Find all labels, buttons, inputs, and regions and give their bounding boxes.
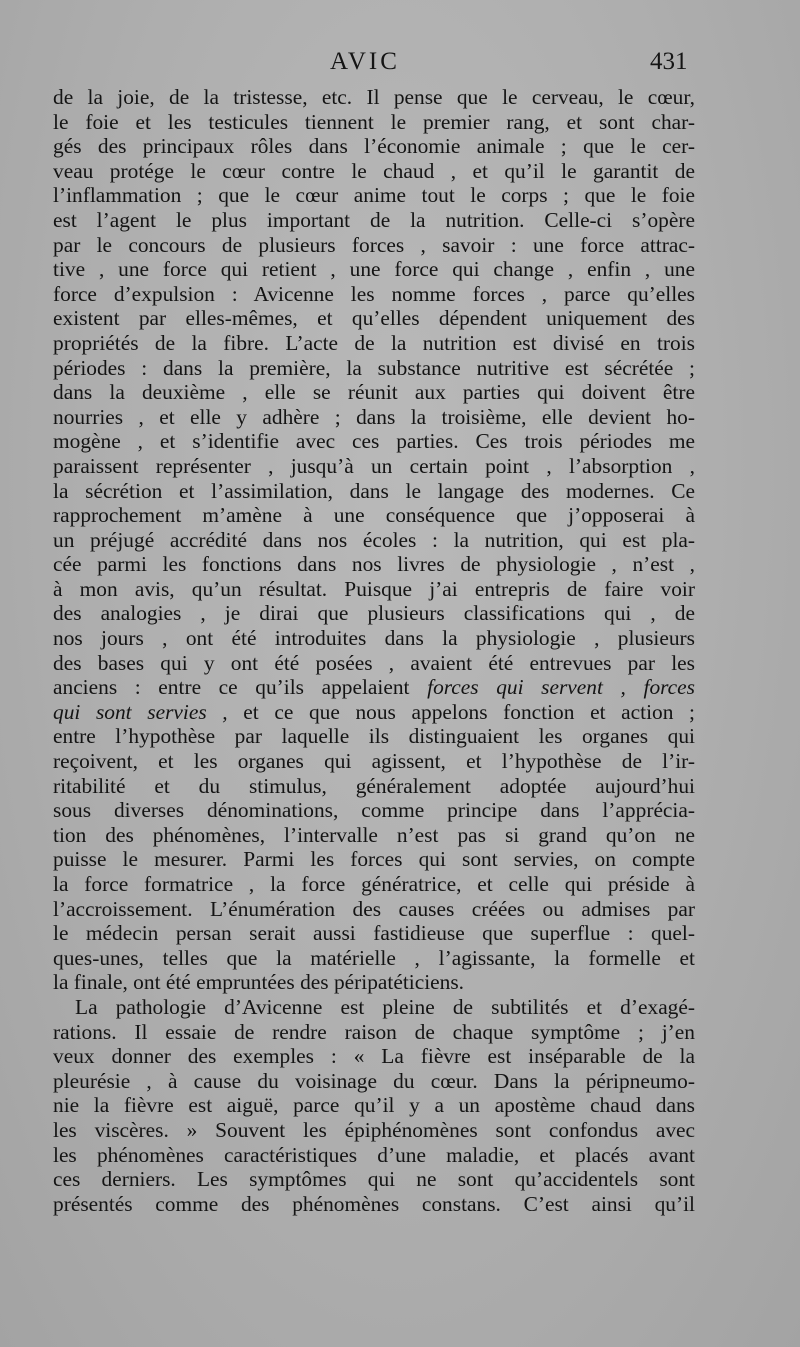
text-line: nourries , et elle y adhère ; dans la troisième, elle devient ho-	[53, 404, 695, 429]
text-line: la finale, ont été empruntées des péripatéticiens.	[53, 970, 465, 995]
text-line: les viscères. » Souvent les épiphénomènes sont confondus avec	[53, 1117, 695, 1142]
italic-phrase: forces qui servent , forces	[427, 675, 695, 700]
text-line: sous diverses dénominations, comme principe dans l’apprécia-	[53, 798, 695, 823]
text-line: paraissent représenter , jusqu’à un certain point , l’absorption ,	[53, 453, 695, 478]
text-line: nie la fièvre est aiguë, parce qu’il y a un apostème chaud dans	[53, 1093, 695, 1118]
text-line: l’inflammation ; que le cœur anime tout le corps ; que le foie	[53, 183, 695, 208]
text-line: des analogies , je dirai que plusieurs classifications qui , de	[53, 601, 695, 626]
text-line: est l’agent le plus important de la nutrition. Celle-ci s’opère	[53, 207, 695, 232]
running-head: AVIC	[330, 48, 400, 75]
text-line: ritabilité et du stimulus, généralement adoptée aujourd’hui	[53, 773, 695, 798]
text-block	[53, 85, 695, 1216]
italic-phrase: qui sont servies ,	[53, 699, 228, 724]
paragraph-nutrition	[53, 85, 695, 995]
text-line: ques-unes, telles que la matérielle , l’agissante, la formelle et	[53, 945, 695, 970]
text-line: le médecin persan serait aussi fastidieuse que superflue : quel-	[53, 921, 695, 946]
text-line: gés des principaux rôles dans l’économie animale ; que le cer-	[53, 134, 695, 159]
text-line: la force formatrice , la force génératrice, et celle qui préside à	[53, 872, 695, 896]
text-segment: et ce que nous appelons fonction et action ;	[243, 699, 695, 724]
text-line: puisse le mesurer. Parmi les forces qui sont servies, on compte	[53, 847, 695, 872]
text-line: tion des phénomènes, l’intervalle n’est pas si grand qu’on ne	[53, 822, 695, 847]
text-line: reçoivent, et les organes qui agissent, et l’hypothèse de l’ir-	[53, 749, 695, 774]
text-segment: anciens : entre ce qu’ils appelaient	[53, 675, 410, 700]
text-line: dans la deuxième , elle se réunit aux parties qui doivent être	[53, 380, 695, 405]
page-header	[0, 44, 800, 84]
page-number: 431	[650, 48, 688, 75]
paragraph-pathology	[53, 995, 695, 1216]
text-line: un préjugé accrédité dans nos écoles : la nutrition, qui est pla-	[53, 527, 695, 552]
text-line: veux donner des exemples : « La fièvre est inséparable de la	[53, 1044, 695, 1069]
text-line: la sécrétion et l’assimilation, dans le langage des modernes. Ce	[53, 478, 695, 503]
text-line: par le concours de plusieurs forces , savoir : une force attrac-	[53, 232, 695, 257]
text-line: le foie et les testicules tiennent le premier rang, et sont char-	[53, 109, 695, 134]
text-line: mogène , et s’identifie avec ces parties. Ces trois périodes me	[53, 429, 695, 454]
text-line: veau protége le cœur contre le chaud , et qu’il le garantit de	[53, 158, 695, 183]
text-line: nos jours , ont été introduites dans la physiologie , plusieurs	[53, 626, 695, 651]
text-line	[53, 675, 695, 700]
text-line: rations. Il essaie de rendre raison de chaque symptôme ; j’en	[53, 1019, 695, 1044]
text-line: propriétés de la fibre. L’acte de la nutrition est divisé en trois	[53, 330, 695, 355]
text-line	[53, 700, 695, 725]
text-line: existent par elles-mêmes, et qu’elles dépendent uniquement des	[53, 306, 695, 331]
text-line: présentés comme des phénomènes constans. C’est ainsi qu’il	[53, 1191, 695, 1216]
text-line: tive , une force qui retient , une force qui change , enfin , une	[53, 257, 695, 282]
text-line: à mon avis, qu’un résultat. Puisque j’ai entrepris de faire voir	[53, 576, 695, 601]
text-line: ces derniers. Les symptômes qui ne sont qu’accidentels sont	[53, 1167, 695, 1192]
text-line: rapprochement m’amène à une conséquence que j’opposerai à	[53, 503, 695, 528]
text-line: force d’expulsion : Avicenne les nomme forces , parce qu’elles	[53, 281, 695, 306]
text-line: pleurésie , à cause du voisinage du cœur. Dans la péripneumo-	[53, 1068, 695, 1093]
text-line: l’accroissement. L’énumération des causes créées ou admises par	[53, 896, 695, 921]
text-line: des bases qui y ont été posées , avaient été entrevues par les	[53, 650, 695, 675]
text-line: les phénomènes caractéristiques d’une maladie, et placés avant	[53, 1142, 695, 1167]
text-line: cée parmi les fonctions dans nos livres de physiologie , n’est ,	[53, 552, 695, 577]
text-line: périodes : dans la première, la substance nutritive est sécrétée ;	[53, 355, 695, 380]
text-line: de la joie, de la tristesse, etc. Il pense que le cerveau, le cœur,	[53, 85, 695, 109]
text-line: entre l’hypothèse par laquelle ils distinguaient les organes qui	[53, 724, 695, 749]
text-line: La pathologie d’Avicenne est pleine de subtilités et d’exagé-	[75, 994, 695, 1019]
